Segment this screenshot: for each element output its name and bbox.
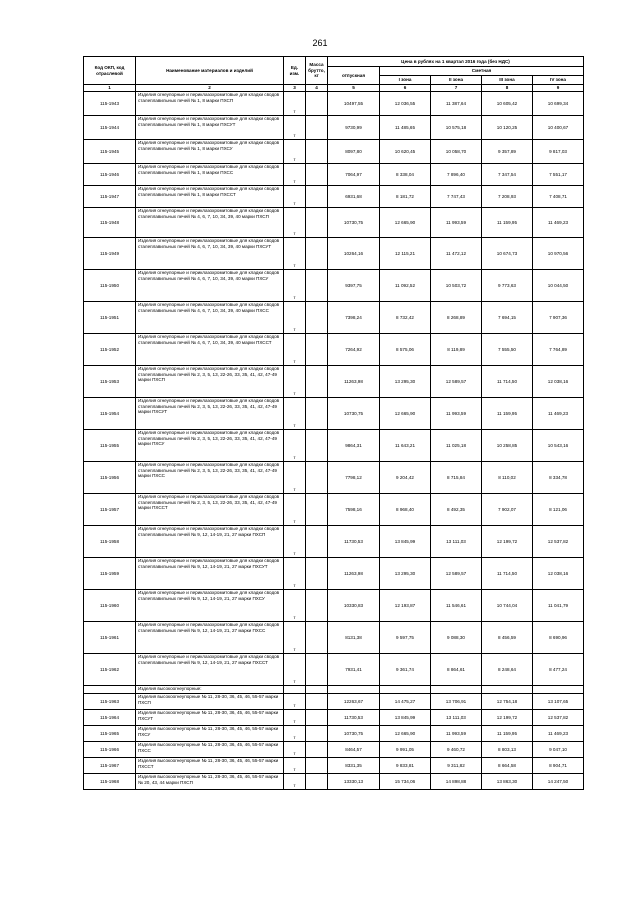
row-code: 115-1947 bbox=[84, 186, 136, 208]
table-row bbox=[84, 526, 584, 558]
table-row bbox=[84, 694, 584, 710]
row-code: 115-1946 bbox=[84, 164, 136, 186]
row-zone1-price: 15 734,06 bbox=[380, 774, 431, 790]
row-name: Изделия высокоогнеупорные № 11, 28-30, 36, 45, 46, 55-57 марки ПХСП bbox=[136, 694, 284, 710]
table-row bbox=[84, 208, 584, 238]
row-name: Изделия высокоогнеупорные № 11, 28-30, 36, 45, 46, 55-57 марки № 20, 43, 44 марки ПХСП bbox=[136, 774, 284, 790]
group-title-row bbox=[84, 686, 584, 694]
table-row bbox=[84, 430, 584, 462]
row-name: Изделия огнеупорные и периклазохромитовые для кладки сводов сталеплавильных печей № 2, 3, 5, 13, 22-26, 33, 35, 41, 42, 47-49 марки ПХССТ bbox=[136, 494, 284, 526]
row-name: Изделия огнеупорные и периклазохромитовые для кладки сводов сталеплавильных печей № 4, 6, 7, 10, 34, 39, 40 марки ПХСУ bbox=[136, 270, 284, 302]
row-zone3-price: 7 694,15 bbox=[482, 302, 533, 334]
column-index: 2 bbox=[136, 85, 284, 92]
row-zone4-price: 7 408,71 bbox=[533, 186, 584, 208]
row-zone1-price: 13 295,30 bbox=[380, 366, 431, 398]
row-release-price: 10730,75 bbox=[328, 208, 380, 238]
row-zone2-price: 11 387,64 bbox=[431, 92, 482, 116]
row-name: Изделия огнеупорные и периклазохромитовые для кладки сводов сталеплавильных печей № 9, 12, 14-19, 21, 27 марки ПХСУТ bbox=[136, 558, 284, 590]
row-unit: т bbox=[284, 208, 306, 238]
row-zone2-price: 12 589,57 bbox=[431, 366, 482, 398]
row-code: 115-1944 bbox=[84, 116, 136, 140]
row-zone3-price: 11 159,95 bbox=[482, 208, 533, 238]
row-zone2-price: 13 111,03 bbox=[431, 710, 482, 726]
row-name: Изделия огнеупорные и периклазохромитовые для кладки сводов сталеплавильных печей № 9, 12, 14-19, 21, 27 марки ПХСП bbox=[136, 526, 284, 558]
row-zone4-price: 8 477,24 bbox=[533, 654, 584, 686]
row-zone1-price: 12 665,90 bbox=[380, 208, 431, 238]
row-name: Изделия высокоогнеупорные № 11, 28-30, 36, 45, 46, 55-57 марки ПХСУ bbox=[136, 726, 284, 742]
row-code: 115-1964 bbox=[84, 710, 136, 726]
header-release: отпускная bbox=[328, 67, 380, 85]
row-unit: т bbox=[284, 654, 306, 686]
row-zone2-price: 13 706,91 bbox=[431, 694, 482, 710]
table-row bbox=[84, 558, 584, 590]
row-code: 115-1962 bbox=[84, 654, 136, 686]
row-unit: т bbox=[284, 164, 306, 186]
row-zone1-price: 12 665,90 bbox=[380, 726, 431, 742]
row-name: Изделия огнеупорные и периклазохромитовые для кладки сводов сталеплавильных печей № 9, 12, 14-19, 21, 27 марки ПХССТ bbox=[136, 654, 284, 686]
table-row bbox=[84, 654, 584, 686]
column-index: 4 bbox=[306, 85, 328, 92]
table-row bbox=[84, 622, 584, 654]
column-index: 3 bbox=[284, 85, 306, 92]
row-zone2-price: 9 311,82 bbox=[431, 758, 482, 774]
row-zone3-price: 12 199,72 bbox=[482, 526, 533, 558]
row-code: 115-1960 bbox=[84, 590, 136, 622]
table-row bbox=[84, 726, 584, 742]
row-zone1-price: 13 845,99 bbox=[380, 710, 431, 726]
row-unit: т bbox=[284, 462, 306, 494]
row-zone2-price: 8 119,89 bbox=[431, 334, 482, 366]
row-zone2-price: 10 058,70 bbox=[431, 140, 482, 164]
row-zone4-price: 10 970,56 bbox=[533, 238, 584, 270]
row-zone3-price: 13 863,30 bbox=[482, 774, 533, 790]
row-mass bbox=[306, 208, 328, 238]
row-name: Изделия высокоогнеупорные № 11, 28-30, 36, 45, 46, 55-57 марки ПХССТ bbox=[136, 758, 284, 774]
row-release-price: 8331,35 bbox=[328, 758, 380, 774]
row-name: Изделия огнеупорные и периклазохромитовые для кладки сводов сталеплавильных печей № 2, 3, 5, 13, 22-26, 33, 35, 41, 42, 47-49 марки ПХСУТ bbox=[136, 398, 284, 430]
row-zone2-price: 10 575,18 bbox=[431, 116, 482, 140]
row-zone2-price: 12 589,57 bbox=[431, 558, 482, 590]
group-empty-cell bbox=[284, 686, 306, 694]
row-release-price: 7064,97 bbox=[328, 164, 380, 186]
row-zone2-price: 14 898,88 bbox=[431, 774, 482, 790]
row-release-price: 10264,16 bbox=[328, 238, 380, 270]
row-zone3-price: 9 357,89 bbox=[482, 140, 533, 164]
row-code: 115-1951 bbox=[84, 302, 136, 334]
row-zone4-price: 8 121,06 bbox=[533, 494, 584, 526]
row-mass bbox=[306, 116, 328, 140]
row-mass bbox=[306, 654, 328, 686]
row-unit: т bbox=[284, 622, 306, 654]
column-index: 7 bbox=[431, 85, 482, 92]
row-mass bbox=[306, 430, 328, 462]
row-zone2-price: 8 864,61 bbox=[431, 654, 482, 686]
row-unit: т bbox=[284, 302, 306, 334]
row-zone2-price: 8 715,84 bbox=[431, 462, 482, 494]
row-release-price: 10330,83 bbox=[328, 590, 380, 622]
row-zone2-price: 11 993,59 bbox=[431, 208, 482, 238]
row-zone4-price: 8 334,78 bbox=[533, 462, 584, 494]
row-zone3-price: 12 754,18 bbox=[482, 694, 533, 710]
row-zone2-price: 11 993,59 bbox=[431, 726, 482, 742]
group-empty-cell bbox=[482, 686, 533, 694]
row-unit: т bbox=[284, 334, 306, 366]
page-number: 261 bbox=[312, 38, 328, 48]
row-unit: т bbox=[284, 398, 306, 430]
row-zone4-price: 8 904,71 bbox=[533, 758, 584, 774]
table-row bbox=[84, 186, 584, 208]
row-zone2-price: 8 492,35 bbox=[431, 494, 482, 526]
header-zone4: IV зона bbox=[533, 76, 584, 85]
row-code: 115-1966 bbox=[84, 742, 136, 758]
row-name: Изделия огнеупорные и периклазохромитовые для кладки сводов сталеплавильных печей № 1, 8 марки ПХССТ bbox=[136, 186, 284, 208]
row-zone2-price: 7 896,40 bbox=[431, 164, 482, 186]
row-zone1-price: 9 991,05 bbox=[380, 742, 431, 758]
row-release-price: 6931,68 bbox=[328, 186, 380, 208]
row-zone2-price: 11 025,18 bbox=[431, 430, 482, 462]
row-zone4-price: 12 038,16 bbox=[533, 558, 584, 590]
group-empty-cell bbox=[431, 686, 482, 694]
row-mass bbox=[306, 462, 328, 494]
row-release-price: 11730,53 bbox=[328, 710, 380, 726]
row-zone1-price: 8 575,06 bbox=[380, 334, 431, 366]
row-zone4-price: 8 690,96 bbox=[533, 622, 584, 654]
row-code: 115-1950 bbox=[84, 270, 136, 302]
row-zone1-price: 8 732,42 bbox=[380, 302, 431, 334]
row-zone2-price: 9 088,30 bbox=[431, 622, 482, 654]
row-name: Изделия огнеупорные и периклазохромитовые для кладки сводов сталеплавильных печей № 2, 3, 5, 13, 22-26, 33, 35, 41, 42, 47-49 марки ПХСП bbox=[136, 366, 284, 398]
row-zone4-price: 13 107,65 bbox=[533, 694, 584, 710]
header-zone1: I зона bbox=[380, 76, 431, 85]
row-mass bbox=[306, 92, 328, 116]
row-name: Изделия огнеупорные и периклазохромитовые для кладки сводов сталеплавильных печей № 1, 8 марки ПХСУТ bbox=[136, 116, 284, 140]
row-zone4-price: 11 469,23 bbox=[533, 208, 584, 238]
row-mass bbox=[306, 694, 328, 710]
row-zone3-price: 8 248,64 bbox=[482, 654, 533, 686]
row-name: Изделия высокоогнеупорные № 11, 28-30, 36, 45, 46, 55-57 марки ПХСУТ bbox=[136, 710, 284, 726]
table-row bbox=[84, 302, 584, 334]
row-unit: т bbox=[284, 726, 306, 742]
column-index: 8 bbox=[482, 85, 533, 92]
row-mass bbox=[306, 526, 328, 558]
row-zone3-price: 10 258,85 bbox=[482, 430, 533, 462]
group-empty-cell bbox=[533, 686, 584, 694]
row-unit: т bbox=[284, 758, 306, 774]
row-zone2-price: 7 747,43 bbox=[431, 186, 482, 208]
row-zone4-price: 7 764,89 bbox=[533, 334, 584, 366]
row-code: 115-1949 bbox=[84, 238, 136, 270]
column-index: 5 bbox=[328, 85, 380, 92]
row-zone3-price: 12 199,72 bbox=[482, 710, 533, 726]
row-mass bbox=[306, 302, 328, 334]
row-unit: т bbox=[284, 526, 306, 558]
table-row bbox=[84, 334, 584, 366]
table-row bbox=[84, 140, 584, 164]
row-zone2-price: 11 993,59 bbox=[431, 398, 482, 430]
row-mass bbox=[306, 186, 328, 208]
table-row bbox=[84, 742, 584, 758]
column-index: 1 bbox=[84, 85, 136, 92]
row-release-price: 11263,98 bbox=[328, 558, 380, 590]
row-code: 115-1961 bbox=[84, 622, 136, 654]
table-row bbox=[84, 116, 584, 140]
row-release-price: 12263,67 bbox=[328, 694, 380, 710]
group-empty-cell bbox=[84, 686, 136, 694]
group-empty-cell bbox=[328, 686, 380, 694]
table-row bbox=[84, 758, 584, 774]
row-name: Изделия огнеупорные и периклазохромитовые для кладки сводов сталеплавильных печей № 4, 6, 7, 10, 34, 39, 40 марки ПХССТ bbox=[136, 334, 284, 366]
row-mass bbox=[306, 622, 328, 654]
header-mass: Масса брутто, кг bbox=[306, 57, 328, 85]
row-zone2-price: 13 111,03 bbox=[431, 526, 482, 558]
row-code: 115-1954 bbox=[84, 398, 136, 430]
table-row bbox=[84, 238, 584, 270]
row-zone3-price: 11 159,95 bbox=[482, 726, 533, 742]
row-unit: т bbox=[284, 590, 306, 622]
row-mass bbox=[306, 494, 328, 526]
row-unit: т bbox=[284, 366, 306, 398]
row-zone4-price: 12 537,82 bbox=[533, 526, 584, 558]
row-zone3-price: 7 208,93 bbox=[482, 186, 533, 208]
price-table bbox=[83, 56, 584, 790]
row-mass bbox=[306, 140, 328, 164]
row-zone4-price: 7 907,36 bbox=[533, 302, 584, 334]
row-zone2-price: 11 472,12 bbox=[431, 238, 482, 270]
row-mass bbox=[306, 742, 328, 758]
row-unit: т bbox=[284, 494, 306, 526]
row-zone1-price: 13 295,30 bbox=[380, 558, 431, 590]
row-code: 115-1959 bbox=[84, 558, 136, 590]
row-zone1-price: 9 361,74 bbox=[380, 654, 431, 686]
row-zone4-price: 12 038,16 bbox=[533, 366, 584, 398]
row-zone3-price: 7 555,50 bbox=[482, 334, 533, 366]
row-zone2-price: 11 546,61 bbox=[431, 590, 482, 622]
header-zone3: III зона bbox=[482, 76, 533, 85]
row-name: Изделия огнеупорные и периклазохромитовые для кладки сводов сталеплавильных печей № 4, 6, 7, 10, 34, 39, 40 марки ПХСУТ bbox=[136, 238, 284, 270]
row-mass bbox=[306, 590, 328, 622]
table-row bbox=[84, 494, 584, 526]
row-unit: т bbox=[284, 238, 306, 270]
row-mass bbox=[306, 726, 328, 742]
row-release-price: 10497,55 bbox=[328, 92, 380, 116]
row-mass bbox=[306, 710, 328, 726]
row-zone2-price: 8 268,89 bbox=[431, 302, 482, 334]
row-zone4-price: 14 247,50 bbox=[533, 774, 584, 790]
row-zone4-price: 9 817,03 bbox=[533, 140, 584, 164]
header-unit: Ед. изм. bbox=[284, 57, 306, 85]
row-release-price: 7931,41 bbox=[328, 654, 380, 686]
row-zone3-price: 9 773,63 bbox=[482, 270, 533, 302]
row-zone1-price: 9 833,81 bbox=[380, 758, 431, 774]
row-name: Изделия огнеупорные и периклазохромитовые для кладки сводов сталеплавильных печей № 1, 8 марки ПХСС bbox=[136, 164, 284, 186]
row-code: 115-1967 bbox=[84, 758, 136, 774]
row-release-price: 7798,12 bbox=[328, 462, 380, 494]
row-unit: т bbox=[284, 694, 306, 710]
row-code: 115-1958 bbox=[84, 526, 136, 558]
row-unit: т bbox=[284, 430, 306, 462]
row-release-price: 10730,75 bbox=[328, 398, 380, 430]
group-empty-cell bbox=[380, 686, 431, 694]
table-row bbox=[84, 774, 584, 790]
row-release-price: 11730,53 bbox=[328, 526, 380, 558]
row-mass bbox=[306, 270, 328, 302]
row-release-price: 9397,75 bbox=[328, 270, 380, 302]
row-zone4-price: 10 400,67 bbox=[533, 116, 584, 140]
row-release-price: 7598,16 bbox=[328, 494, 380, 526]
row-mass bbox=[306, 238, 328, 270]
row-mass bbox=[306, 398, 328, 430]
row-zone1-price: 11 092,52 bbox=[380, 270, 431, 302]
row-zone1-price: 9 204,42 bbox=[380, 462, 431, 494]
header-estimate: Сметная bbox=[380, 67, 584, 76]
row-release-price: 11263,98 bbox=[328, 366, 380, 398]
row-zone1-price: 9 597,75 bbox=[380, 622, 431, 654]
row-zone4-price: 12 537,82 bbox=[533, 710, 584, 726]
header-name: Наименование материалов и изделий bbox=[136, 57, 284, 85]
row-code: 115-1963 bbox=[84, 694, 136, 710]
row-unit: т bbox=[284, 774, 306, 790]
row-zone1-price: 12 115,21 bbox=[380, 238, 431, 270]
table-row bbox=[84, 590, 584, 622]
row-zone4-price: 10 699,34 bbox=[533, 92, 584, 116]
column-index: 9 bbox=[533, 85, 584, 92]
row-code: 115-1957 bbox=[84, 494, 136, 526]
group-empty-cell bbox=[306, 686, 328, 694]
header-code: Код ОКП, код отраслевой bbox=[84, 57, 136, 85]
row-zone4-price: 10 543,16 bbox=[533, 430, 584, 462]
row-name: Изделия огнеупорные и периклазохромитовые для кладки сводов сталеплавильных печей № 4, 6, 7, 10, 34, 39, 40 марки ПХСС bbox=[136, 302, 284, 334]
row-code: 115-1943 bbox=[84, 92, 136, 116]
table-row bbox=[84, 270, 584, 302]
row-unit: т bbox=[284, 558, 306, 590]
row-unit: т bbox=[284, 186, 306, 208]
row-name: Изделия огнеупорные и периклазохромитовые для кладки сводов сталеплавильных печей № 4, 6, 7, 10, 34, 39, 40 марки ПХСП bbox=[136, 208, 284, 238]
row-zone2-price: 9 460,72 bbox=[431, 742, 482, 758]
row-unit: т bbox=[284, 742, 306, 758]
table-row bbox=[84, 462, 584, 494]
group-title: Изделия высокоогнеупорные: bbox=[136, 686, 284, 694]
row-zone4-price: 11 041,79 bbox=[533, 590, 584, 622]
row-unit: т bbox=[284, 270, 306, 302]
row-name: Изделия огнеупорные и периклазохромитовые для кладки сводов сталеплавильных печей № 1, 8 марки ПХСП bbox=[136, 92, 284, 116]
row-zone1-price: 8 968,40 bbox=[380, 494, 431, 526]
row-zone1-price: 10 620,45 bbox=[380, 140, 431, 164]
row-release-price: 9864,31 bbox=[328, 430, 380, 462]
row-name: Изделия огнеупорные и периклазохромитовые для кладки сводов сталеплавильных печей № 9, 12, 14-19, 21, 27 марки ПХСУ bbox=[136, 590, 284, 622]
row-zone3-price: 7 347,54 bbox=[482, 164, 533, 186]
row-zone3-price: 11 159,95 bbox=[482, 398, 533, 430]
row-zone4-price: 10 044,50 bbox=[533, 270, 584, 302]
row-zone3-price: 10 120,25 bbox=[482, 116, 533, 140]
row-release-price: 8131,38 bbox=[328, 622, 380, 654]
row-zone4-price: 11 469,23 bbox=[533, 398, 584, 430]
row-release-price: 10730,75 bbox=[328, 726, 380, 742]
row-code: 115-1948 bbox=[84, 208, 136, 238]
row-name: Изделия огнеупорные и периклазохромитовые для кладки сводов сталеплавильных печей № 2, 3, 5, 13, 22-26, 33, 35, 41, 42, 47-49 марки ПХСУ bbox=[136, 430, 284, 462]
row-zone1-price: 12 665,90 bbox=[380, 398, 431, 430]
row-zone1-price: 12 036,55 bbox=[380, 92, 431, 116]
row-code: 115-1965 bbox=[84, 726, 136, 742]
row-zone3-price: 10 674,73 bbox=[482, 238, 533, 270]
row-zone1-price: 12 193,87 bbox=[380, 590, 431, 622]
row-name: Изделия высокоогнеупорные № 11, 28-30, 36, 45, 46, 55-57 марки ПХСС bbox=[136, 742, 284, 758]
row-mass bbox=[306, 774, 328, 790]
row-mass bbox=[306, 334, 328, 366]
column-index: 6 bbox=[380, 85, 431, 92]
table-row bbox=[84, 398, 584, 430]
row-release-price: 7264,92 bbox=[328, 334, 380, 366]
table-row bbox=[84, 164, 584, 186]
row-mass bbox=[306, 366, 328, 398]
row-unit: т bbox=[284, 116, 306, 140]
row-zone1-price: 14 475,27 bbox=[380, 694, 431, 710]
row-zone3-price: 10 744,04 bbox=[482, 590, 533, 622]
row-zone4-price: 11 469,23 bbox=[533, 726, 584, 742]
row-zone3-price: 11 714,50 bbox=[482, 558, 533, 590]
row-mass bbox=[306, 558, 328, 590]
table-row bbox=[84, 92, 584, 116]
row-release-price: 8097,80 bbox=[328, 140, 380, 164]
row-zone1-price: 13 845,99 bbox=[380, 526, 431, 558]
row-code: 115-1945 bbox=[84, 140, 136, 164]
row-zone3-price: 8 664,58 bbox=[482, 758, 533, 774]
row-code: 115-1953 bbox=[84, 366, 136, 398]
row-zone1-price: 11 643,21 bbox=[380, 430, 431, 462]
table-row bbox=[84, 366, 584, 398]
row-zone4-price: 7 551,17 bbox=[533, 164, 584, 186]
row-unit: т bbox=[284, 140, 306, 164]
row-zone1-price: 8 338,04 bbox=[380, 164, 431, 186]
row-zone3-price: 10 605,42 bbox=[482, 92, 533, 116]
row-zone1-price: 11 485,65 bbox=[380, 116, 431, 140]
row-code: 115-1956 bbox=[84, 462, 136, 494]
row-release-price: 7398,24 bbox=[328, 302, 380, 334]
header-price-group: Цена в рублях на 1 квартал 2016 года (без НДС) bbox=[328, 57, 584, 67]
row-release-price: 13330,13 bbox=[328, 774, 380, 790]
row-mass bbox=[306, 758, 328, 774]
row-code: 115-1952 bbox=[84, 334, 136, 366]
row-zone3-price: 7 902,07 bbox=[482, 494, 533, 526]
row-release-price: 8464,57 bbox=[328, 742, 380, 758]
row-unit: т bbox=[284, 710, 306, 726]
row-zone1-price: 8 181,72 bbox=[380, 186, 431, 208]
row-zone3-price: 11 714,50 bbox=[482, 366, 533, 398]
row-code: 115-1955 bbox=[84, 430, 136, 462]
row-name: Изделия огнеупорные и периклазохромитовые для кладки сводов сталеплавильных печей № 2, 3, 5, 13, 22-26, 33, 35, 41, 42, 47-49 марки ПХСС bbox=[136, 462, 284, 494]
row-zone4-price: 9 047,10 bbox=[533, 742, 584, 758]
row-zone3-price: 8 456,59 bbox=[482, 622, 533, 654]
table-row bbox=[84, 710, 584, 726]
row-zone3-price: 8 110,02 bbox=[482, 462, 533, 494]
row-name: Изделия огнеупорные и периклазохромитовые для кладки сводов сталеплавильных печей № 9, 12, 14-19, 21, 27 марки ПХСС bbox=[136, 622, 284, 654]
row-zone3-price: 8 803,13 bbox=[482, 742, 533, 758]
header-zone2: II зона bbox=[431, 76, 482, 85]
row-mass bbox=[306, 164, 328, 186]
row-name: Изделия огнеупорные и периклазохромитовые для кладки сводов сталеплавильных печей № 1, 8 марки ПХСУ bbox=[136, 140, 284, 164]
row-release-price: 9730,99 bbox=[328, 116, 380, 140]
row-code: 115-1968 bbox=[84, 774, 136, 790]
row-unit: т bbox=[284, 92, 306, 116]
row-zone2-price: 10 503,72 bbox=[431, 270, 482, 302]
